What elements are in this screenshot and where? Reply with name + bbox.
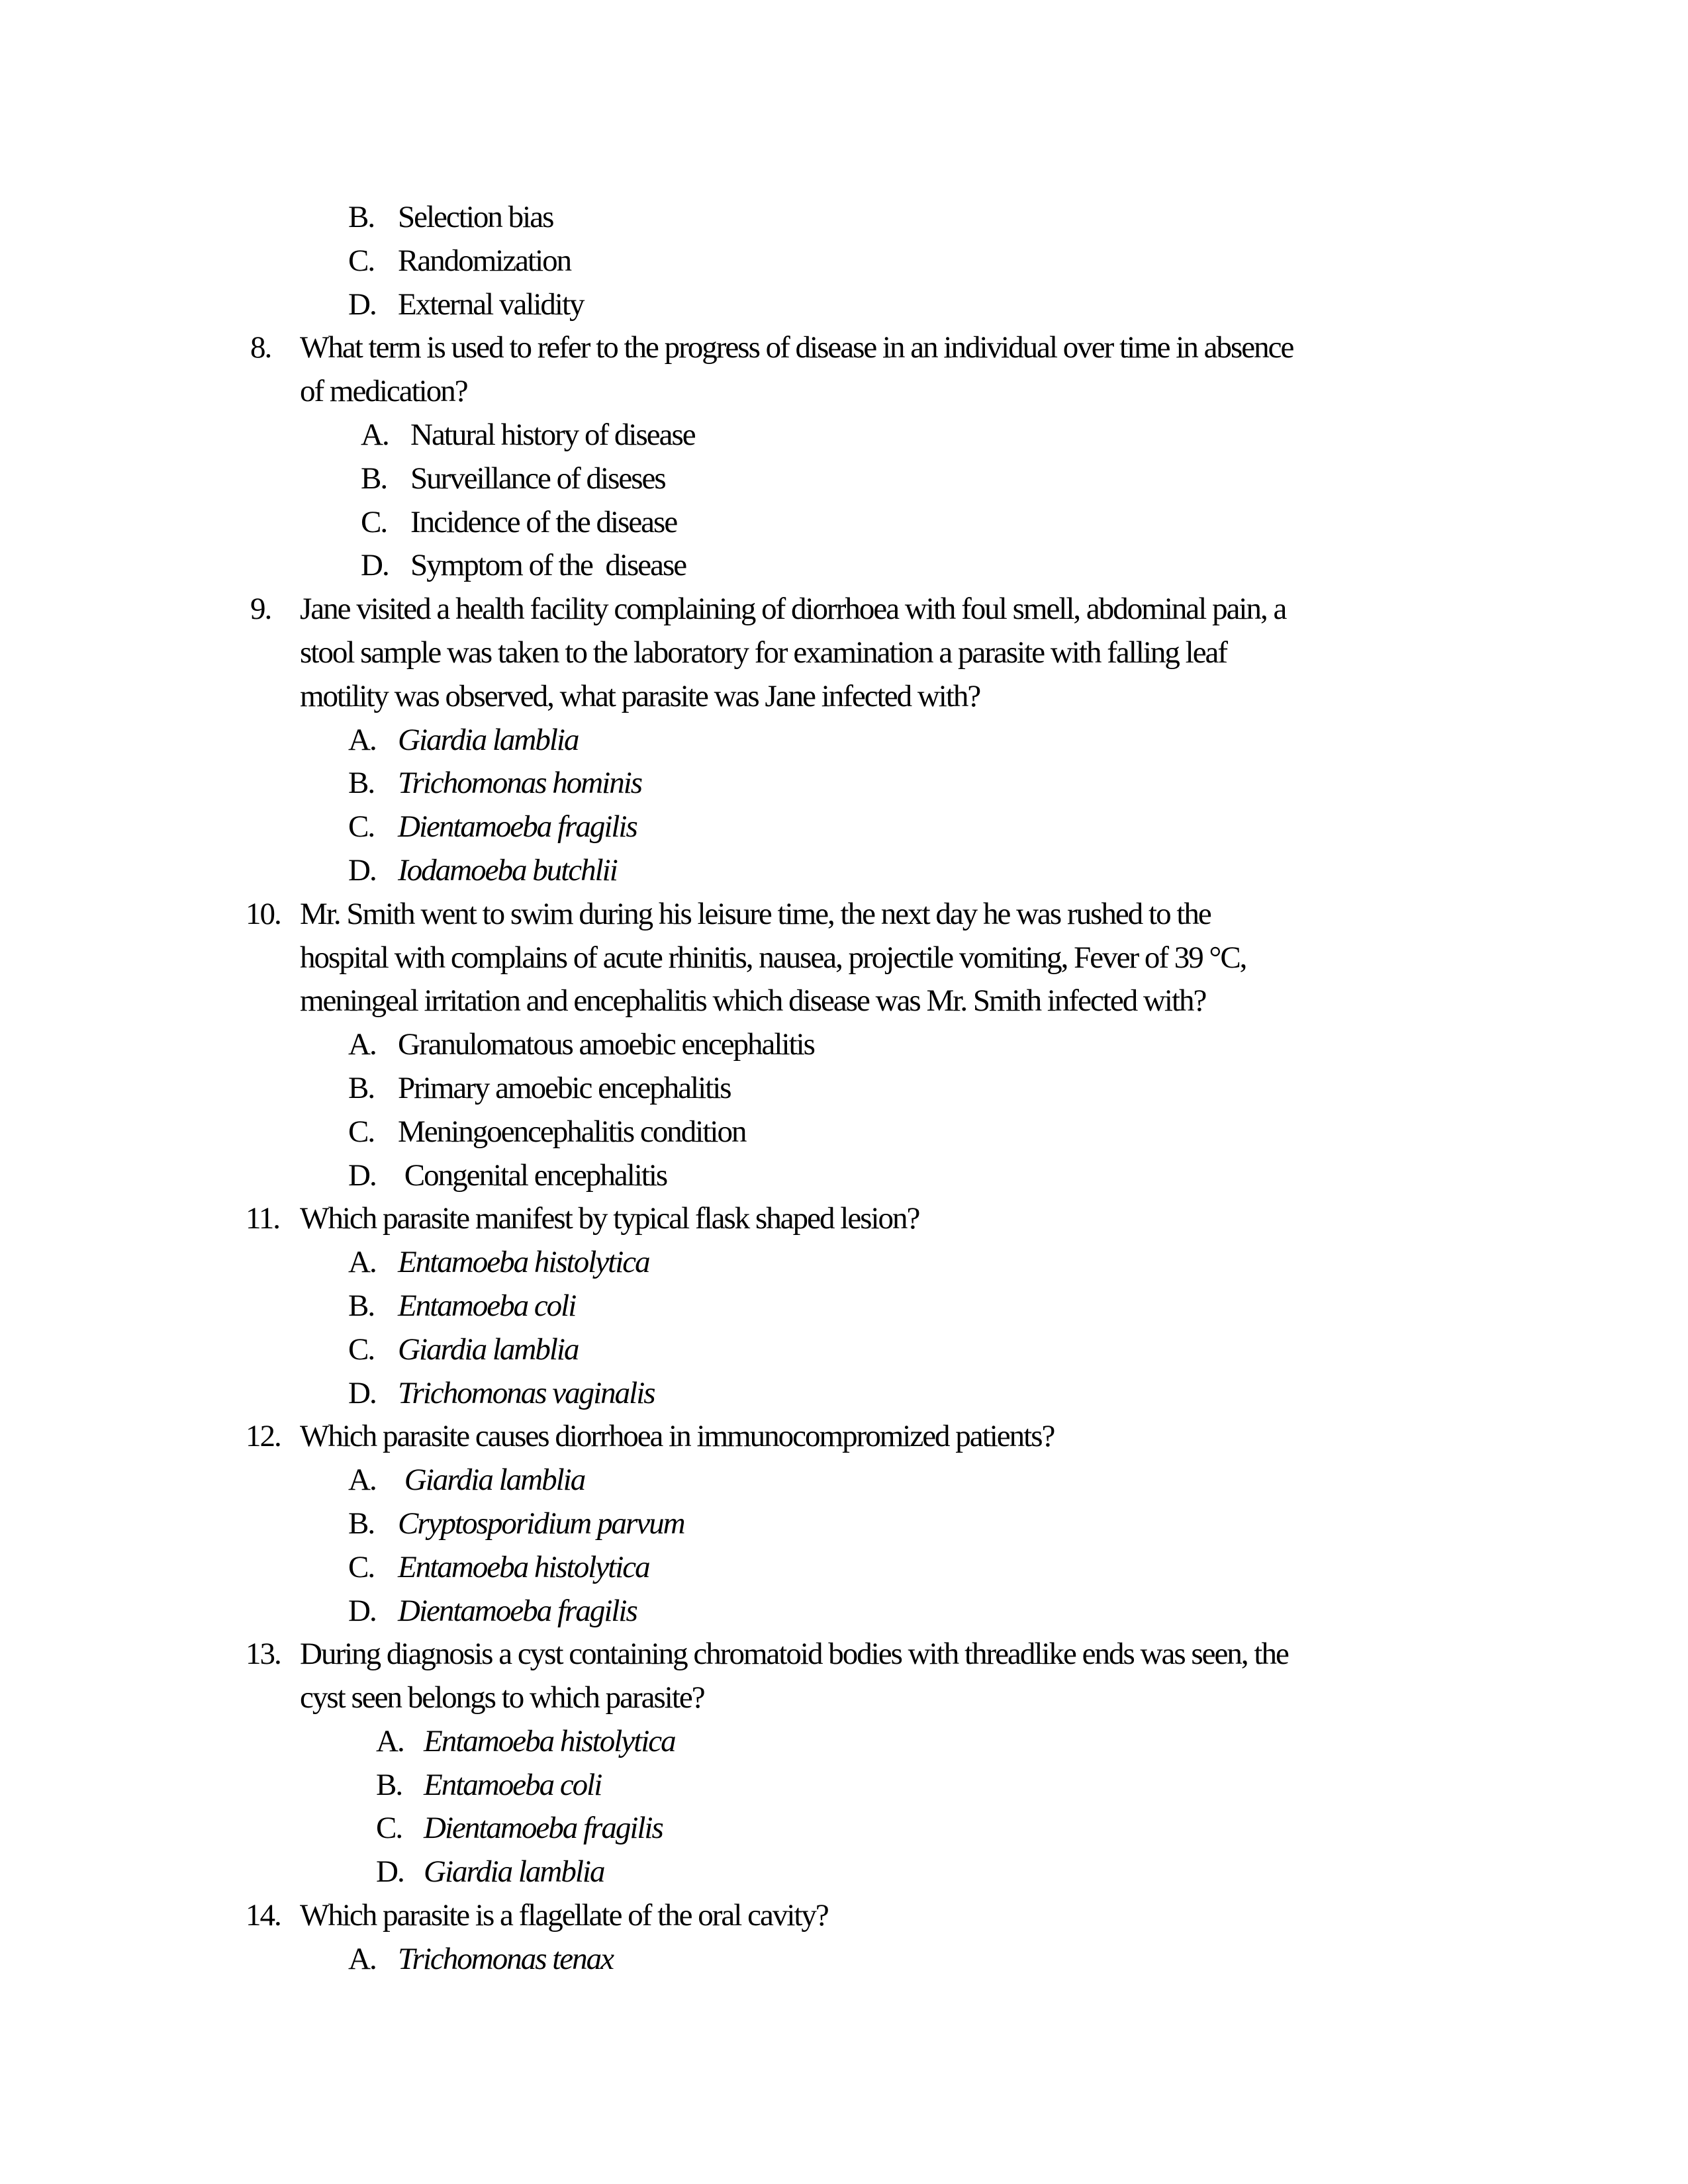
- question-number: 10.: [246, 896, 281, 931]
- option-item: [376, 1807, 1688, 1850]
- question-text: motility was observed, what parasite was Jane infected with?: [300, 678, 980, 713]
- option-text: Entamoeba coli: [424, 1767, 602, 1802]
- option-text: Dientamoeba fragilis: [424, 1811, 663, 1846]
- option-item: [348, 1372, 1688, 1416]
- option-label: C.: [348, 243, 375, 278]
- option-label: C.: [348, 1332, 375, 1367]
- option-item: [348, 1111, 1688, 1154]
- option-label: D.: [348, 852, 376, 887]
- option-text: Giardia lamblia: [398, 722, 579, 757]
- question-text: stool sample was taken to the laboratory for examination a parasite with falling leaf: [300, 635, 1227, 670]
- option-label: B.: [376, 1767, 402, 1802]
- option-label: B.: [348, 1288, 375, 1323]
- option-label: A.: [348, 1941, 376, 1976]
- options-list: [300, 1459, 1688, 1633]
- option-text: Symptom of the disease: [410, 548, 686, 583]
- question-number: 12.: [246, 1419, 281, 1454]
- question-text-line: [250, 326, 1688, 370]
- question: [246, 1894, 1688, 1981]
- option-label: A.: [376, 1723, 404, 1758]
- option-text: Iodamoeba butchlii: [398, 852, 617, 887]
- option-text: Cryptosporidium parvum: [398, 1506, 684, 1541]
- question-text-line: [246, 1415, 1688, 1459]
- question-number: 14.: [246, 1898, 281, 1933]
- option-label: B.: [348, 200, 375, 234]
- option-item: [348, 1590, 1688, 1633]
- option-label: B.: [361, 461, 387, 496]
- option-label: C.: [361, 504, 387, 539]
- option-label: A.: [348, 1245, 376, 1280]
- question-text: What term is used to refer to the progress of disease in an individual over time in absence: [300, 330, 1293, 365]
- question: [250, 326, 1688, 588]
- option-item: [348, 719, 1688, 762]
- option-item: [348, 1502, 1688, 1546]
- options-list: [300, 719, 1688, 893]
- question-number: 13.: [246, 1637, 281, 1672]
- exam-questions: [246, 196, 1688, 1981]
- question: [246, 893, 1688, 1198]
- option-text: Incidence of the disease: [410, 504, 677, 539]
- option-text: Granulomatous amoebic encephalitis: [398, 1027, 814, 1062]
- option-text: Entamoeba histolytica: [398, 1549, 649, 1584]
- option-item: [361, 501, 1688, 545]
- option-item: [361, 457, 1688, 501]
- question-text-line: [300, 675, 1688, 719]
- question-text: meningeal irritation and encephalitis which disease was Mr. Smith infected with?: [300, 983, 1206, 1019]
- option-text: Meningoencephalitis condition: [398, 1114, 746, 1149]
- option-label: A.: [348, 1463, 376, 1498]
- option-label: D.: [348, 287, 376, 322]
- option-label: C.: [348, 1114, 375, 1149]
- question-text-line: [246, 1894, 1688, 1938]
- option-text: External validity: [398, 287, 584, 322]
- option-item: [376, 1850, 1688, 1894]
- option-text: Entamoeba coli: [398, 1288, 576, 1323]
- option-text: Randomization: [398, 243, 571, 278]
- question-text: cyst seen belongs to which parasite?: [300, 1680, 704, 1715]
- option-item: [348, 1546, 1688, 1590]
- question-text-line: [246, 1197, 1688, 1241]
- option-label: C.: [348, 809, 375, 844]
- option-label: A.: [361, 417, 389, 452]
- question-text: hospital with complains of acute rhinitis, nausea, projectile vomiting, Fever of 39 °C,: [300, 940, 1246, 975]
- question-text: Jane visited a health facility complaining of diorrhoea with foul smell, abdominal pain, a: [300, 592, 1286, 627]
- option-label: B.: [348, 766, 375, 801]
- question: [246, 1197, 1688, 1415]
- option-text: Selection bias: [398, 200, 553, 234]
- option-item: [348, 196, 1688, 240]
- option-item: [348, 1285, 1688, 1328]
- option-label: C.: [348, 1549, 375, 1584]
- option-text: Primary amoebic encephalitis: [398, 1070, 731, 1105]
- option-text: Giardia lamblia: [398, 1332, 579, 1367]
- option-item: [348, 1154, 1688, 1198]
- option-item: [348, 1241, 1688, 1285]
- option-text: Trichomonas hominis: [398, 766, 642, 801]
- question-text: Which parasite manifest by typical flask shaped lesion?: [300, 1201, 919, 1236]
- option-text: Giardia lamblia: [398, 1463, 585, 1498]
- question-text: During diagnosis a cyst containing chromatoid bodies with threadlike ends was seen, the: [300, 1637, 1288, 1672]
- option-item: [376, 1764, 1688, 1807]
- option-label: D.: [361, 548, 389, 583]
- option-item: [348, 1067, 1688, 1111]
- question-text: of medication?: [300, 374, 467, 409]
- option-item: [348, 240, 1688, 283]
- option-item: [348, 1023, 1688, 1067]
- option-label: B.: [348, 1506, 375, 1541]
- option-text: Congenital encephalitis: [398, 1158, 667, 1193]
- option-item: [348, 762, 1688, 805]
- option-text: Entamoeba histolytica: [398, 1245, 649, 1280]
- option-item: [348, 849, 1688, 893]
- question-number: 8.: [250, 330, 271, 365]
- option-text: Entamoeba histolytica: [424, 1723, 675, 1758]
- question-text: Which parasite is a flagellate of the oral cavity?: [300, 1898, 828, 1933]
- option-text: Giardia lamblia: [424, 1854, 604, 1889]
- question-number: 9.: [250, 592, 271, 627]
- option-label: D.: [348, 1593, 376, 1628]
- question: [246, 1415, 1688, 1633]
- options-list: [300, 1023, 1688, 1197]
- option-item: [361, 414, 1688, 457]
- option-item: [348, 1459, 1688, 1502]
- options-list: [300, 196, 1688, 326]
- option-text: Dientamoeba fragilis: [398, 1593, 637, 1628]
- question-number: 11.: [246, 1201, 280, 1236]
- option-label: C.: [376, 1811, 402, 1846]
- option-text: Natural history of disease: [410, 417, 695, 452]
- option-item: [348, 1328, 1688, 1372]
- option-item: [348, 283, 1688, 327]
- options-list: [300, 1241, 1688, 1415]
- option-item: [361, 544, 1688, 588]
- question-text-line: [300, 979, 1688, 1023]
- option-label: A.: [348, 1027, 376, 1062]
- option-label: D.: [348, 1375, 376, 1410]
- question-text-line: [300, 1676, 1688, 1720]
- question-text-line: [246, 893, 1688, 936]
- options-list: [300, 1720, 1688, 1894]
- option-label: A.: [348, 722, 376, 757]
- option-item: [348, 1938, 1688, 1981]
- question-text-line: [300, 936, 1688, 980]
- option-item: [376, 1720, 1688, 1764]
- question-text-line: [300, 631, 1688, 675]
- option-label: D.: [348, 1158, 376, 1193]
- question: [300, 196, 1688, 326]
- options-list: [300, 414, 1688, 588]
- option-label: D.: [376, 1854, 404, 1889]
- question-text: Mr. Smith went to swim during his leisure time, the next day he was rushed to the: [300, 896, 1211, 931]
- options-list: [300, 1938, 1688, 1981]
- question: [246, 1633, 1688, 1894]
- option-text: Trichomonas tenax: [398, 1941, 614, 1976]
- question-text: Which parasite causes diorrhoea in immunocompromized patients?: [300, 1419, 1055, 1454]
- option-text: Surveillance of diseses: [410, 461, 665, 496]
- option-item: [348, 805, 1688, 849]
- question-text-line: [300, 370, 1688, 414]
- question-text-line: [246, 1633, 1688, 1676]
- question-text-line: [250, 588, 1688, 631]
- question: [250, 588, 1688, 893]
- option-text: Dientamoeba fragilis: [398, 809, 637, 844]
- option-text: Trichomonas vaginalis: [398, 1375, 655, 1410]
- option-label: B.: [348, 1070, 375, 1105]
